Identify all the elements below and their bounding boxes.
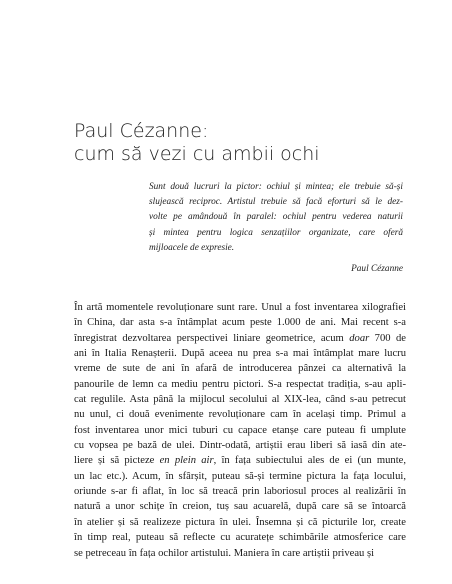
body-line: În artă momentele revoluționare sunt rare. Unul a fost inventarea xilografiei [74, 302, 406, 313]
chapter-title [74, 120, 414, 166]
epigraph-line: mijloacele de expresie. [149, 242, 235, 253]
body-line: cat regulile. Asta până la mijlocul secolului al XIX-lea, când s-au petrecut [74, 394, 406, 406]
body-line: nu unul, ci două evenimente revoluționare cam în același timp. Primul a [74, 409, 406, 421]
body-line: se petreceau în fața ochilor artistului. Maniera în care artiștii priveau și [74, 547, 375, 559]
epigraph-line: slujească reciproc. Artistul trebuie să facă eforturi să le dez- [149, 197, 403, 208]
body-line: în atelier și să realizeze pictura în ulei. Însemna și că picturile lor, create [74, 516, 406, 528]
epigraph-line: volte pe amândouă în paralel: ochiul pentru vederea naturii [149, 212, 403, 223]
body-line: în timp real, puteau să reflecte cu acuratețe schimbările atmosferice care [74, 532, 406, 544]
body-line: liere și să picteze en plein air, în fața subiectului ales de ei (un munte, [74, 455, 406, 467]
body-line: un lac etc.). Acum, în sfârșit, puteau să-și termine pictura la fața locului, [74, 470, 406, 482]
body-line: panourile de lemn ca mediu pentru pictori. S-a respectat tradiția, s-au apli- [74, 378, 406, 390]
body-line: natură a unor schițe în creion, tuș sau acuarelă, după care să se întoarcă [74, 501, 406, 513]
chapter-title-line-1: Paul Cézanne: [74, 120, 209, 142]
epigraph-attribution: Paul Cézanne [351, 264, 403, 274]
body-line: înregistrat dezvoltarea perspectivei liniare geometrice, acum doar 700 de [74, 332, 406, 344]
body-line: cu vopsea pe bază de ulei. Dintr-odată, artiștii erau liberi să iasă din ate- [74, 440, 406, 452]
body-line: oriunde s-ar fi aflat, în loc să treacă prin laboriosul proces al realizării în [74, 486, 406, 498]
body-line: fost inventarea unor mici tuburi cu capace etanșe care puteau fi umplute [74, 424, 406, 436]
body-line: în China, dar asta s-a întâmplat acum peste 1.000 de ani. Mai recent s-a [74, 317, 406, 329]
body-paragraph [74, 300, 406, 561]
body-line: ani în Italia Renașterii. După aceea nu prea s-a mai întâmplat mare lucru [74, 348, 406, 360]
epigraph-quote [149, 180, 403, 256]
chapter-title-line-2: cum să vezi cu ambii ochi [74, 143, 320, 165]
epigraph-line: Sunt două lucruri la pictor: ochiul și mintea; ele trebuie să-și [149, 182, 403, 192]
body-line: vreme de sute de ani în afară de introducerea pânzei ca alternativă la [74, 363, 406, 375]
epigraph-line: și mintea pentru logica senzațiilor organizate, care oferă [149, 227, 403, 238]
